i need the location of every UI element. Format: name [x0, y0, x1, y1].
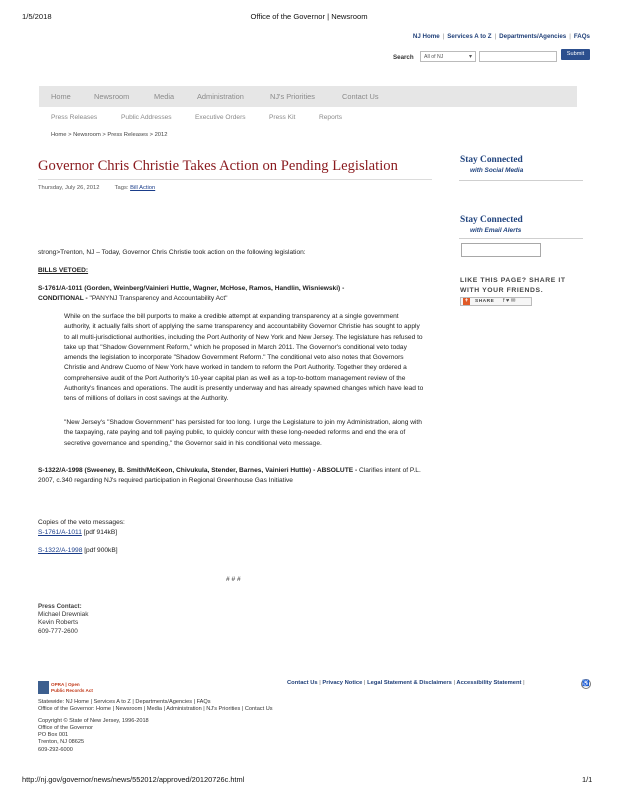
- footer-office-links[interactable]: Office of the Governor: Home | Newsroom | Media | Administration | NJ's Priorities | Contact Us: [38, 706, 273, 712]
- search-input[interactable]: [479, 51, 557, 62]
- footer-statewide[interactable]: Statewide: NJ Home | Services A to Z | Departments/Agencies | FAQs: [38, 699, 211, 705]
- chevron-down-icon: ▾: [468, 54, 472, 60]
- bill-1-desc: "PANYNJ Transparency and Accountability Act": [89, 295, 228, 303]
- bill-1-quote: "New Jersey's "Shadow Government" has persisted for too long. I urge the Legislature to join my Administration, along with the taxpaying, rate paying and toll paying public, to quickly concur with these long-needed reforms and end the era of secretive governance and spending," the Governor said in his conditional veto message.: [64, 419, 422, 447]
- contact-name: Michael Drewniak: [38, 611, 89, 618]
- subnav-executive-orders[interactable]: Executive Orders: [195, 114, 246, 121]
- stay-connected-social-title: Stay Connected: [460, 155, 523, 165]
- print-url: http://nj.gov/governor/news/news/552012/approved/20120726c.html: [22, 775, 245, 784]
- nav-contact[interactable]: Contact Us: [342, 92, 379, 101]
- nav-home[interactable]: Home: [51, 92, 71, 101]
- footer-link-legal[interactable]: Legal Statement & Disclaimers: [367, 680, 452, 686]
- footer-link-contact[interactable]: Contact Us: [287, 680, 318, 686]
- accessibility-icon[interactable]: ♿: [582, 681, 590, 687]
- footer-links: Contact Us | Privacy Notice | Legal Statement & Disclaimers | Accessibility Statement |: [287, 680, 525, 686]
- stay-connected-social-sub[interactable]: with Social Media: [470, 167, 524, 174]
- copy-1-link[interactable]: S-1761/A-1011: [38, 529, 82, 536]
- address-line: 609-292-6000: [38, 746, 73, 753]
- bills-vetoed-heading: BILLS VETOED:: [38, 267, 89, 274]
- copy-2-link[interactable]: S-1322/A-1998: [38, 547, 83, 554]
- share-prompt-line: WITH YOUR FRIENDS.: [460, 287, 544, 294]
- stay-connected-email-sub[interactable]: with Email Alerts: [470, 227, 522, 234]
- top-link-faqs[interactable]: FAQs: [573, 33, 590, 40]
- title-divider: [38, 179, 432, 180]
- bill-1-status: CONDITIONAL -: [38, 295, 90, 303]
- search-submit-button[interactable]: Submit: [561, 49, 590, 60]
- article-intro: strong>Trenton, NJ – Today, Governor Chris Christie took action on the following legislation:: [38, 249, 306, 256]
- address-line: Trenton, NJ 08625: [38, 739, 85, 746]
- breadcrumb[interactable]: Home > Newsroom > Press Releases > 2012: [51, 132, 168, 138]
- subnav-press-releases[interactable]: Press Releases: [51, 114, 98, 121]
- social-icons: f ♥ ✉: [503, 298, 516, 304]
- subnav-reports[interactable]: Reports: [319, 114, 343, 121]
- print-date: 1/5/2018: [22, 12, 52, 21]
- nav-newsroom[interactable]: Newsroom: [94, 92, 130, 101]
- bill-2-desc: Clarifies intent of P.L. 2007, c.340 regarding NJ's required participation in Regional Greenhouse Gas Initiative: [38, 467, 421, 485]
- address-line: PO Box 001: [38, 732, 69, 739]
- share-label: SHARE: [475, 299, 495, 304]
- bill-1-summary: [38, 284, 438, 305]
- press-contacts: [38, 611, 88, 636]
- bill-1-paragraph: While on the surface the bill purports to make a credible attempt at expanding transparency at a single government authority, it actually falls short of applying the same transparency and accountability Governor Christie has sought to apply to all multi-jurisdictional authorities, including the Port Authority of New York and New Jersey. The legislature has refused to take up that "Shadow Government Reform," which he proposed in March 2011. The Governor's conditional veto today amends the legislation to incorporate "Shadow Government Reform." The conditional veto also notes that Governors Christie and Andrew Cuomo of New York have worked in tandem to reform the Port Authority. Together they ordered a comprehensive audit of the Port Authority's 10-year capital plan as well as a top-to-bottom management review of the Authority's finances and operations. The audit is presently underway and has already spawned changes which have lead to tens of millions of dollars in cost savings at the Authority.: [64, 313, 424, 403]
- opra-line: Public Records Act: [51, 687, 93, 693]
- subnav-public-addresses[interactable]: Public Addresses: [121, 114, 172, 121]
- email-alert-input[interactable]: [461, 243, 541, 257]
- bill-1-head: S-1761/A-1011 (Gorden, Weinberg/Vainieri Huttle, Wagner, McHose, Ramos, Handlin, Wisniewski) -: [38, 285, 345, 292]
- bill-2-summary: [38, 466, 438, 487]
- footer-address: [38, 725, 93, 754]
- article-date: Thursday, July 26, 2012: [38, 185, 100, 191]
- footer-copyright: Copyright © State of New Jersey, 1996-2018: [38, 718, 149, 724]
- nav-media[interactable]: Media: [154, 92, 175, 101]
- sidebar-divider: [459, 180, 583, 181]
- footer-link-privacy[interactable]: Privacy Notice: [322, 680, 363, 686]
- subnav-press-kit[interactable]: Press Kit: [269, 114, 296, 121]
- opra-logo-text: [51, 682, 93, 693]
- copy-2-size: [pdf 900kB]: [82, 547, 118, 554]
- opra-logo[interactable]: [38, 679, 93, 696]
- end-mark: # # #: [226, 576, 241, 583]
- top-link-nj-home[interactable]: NJ Home: [412, 33, 440, 40]
- contact-name: Kevin Roberts: [38, 619, 79, 627]
- press-contact-label: Press Contact:: [38, 603, 82, 610]
- search-scope-select[interactable]: [420, 51, 476, 62]
- bill-2-head: S-1322/A-1998 (Sweeney, B. Smith/McKeon, Chivukula, Stender, Barnes, Vainieri Huttle) - ABSOLUTE -: [38, 467, 359, 474]
- top-link-services[interactable]: Services A to Z: [447, 33, 492, 40]
- address-line: Office of the Governor: [38, 725, 93, 731]
- copies-label: Copies of the veto messages:: [38, 519, 125, 526]
- stay-connected-email-title: Stay Connected: [460, 215, 523, 225]
- opra-line: OPRA | Open: [51, 682, 80, 687]
- sidebar-divider: [459, 238, 583, 239]
- print-page-number: 1/1: [582, 775, 593, 784]
- search-scope-value: All of NJ: [424, 54, 444, 60]
- share-prompt-line: LIKE THIS PAGE? SHARE IT: [460, 277, 566, 284]
- search-label: Search: [393, 54, 414, 61]
- nav-priorities[interactable]: NJ's Priorities: [270, 92, 315, 101]
- print-title: Office of the Governor | Newsroom: [250, 12, 368, 21]
- nav-administration[interactable]: Administration: [197, 92, 244, 101]
- plus-icon: +: [464, 298, 469, 304]
- page-title: Governor Chris Christie Takes Action on Pending Legislation: [38, 158, 398, 174]
- opra-logo-mark: [38, 681, 49, 694]
- article-meta: [38, 185, 155, 191]
- copy-1-line: [38, 528, 117, 538]
- tags-label: Tags:: [114, 185, 129, 191]
- copy-2-line: [38, 546, 118, 556]
- top-link-departments[interactable]: Departments/Agencies: [499, 33, 567, 40]
- share-prompt: [460, 276, 566, 296]
- share-button[interactable]: [460, 297, 532, 306]
- copy-1-size: [pdf 914kB]: [81, 529, 118, 536]
- tag-link-bill-action[interactable]: Bill Action: [130, 185, 156, 191]
- footer-link-accessibility[interactable]: Accessibility Statement: [456, 680, 522, 686]
- top-links: NJ Home | Services A to Z | Departments/Agencies | FAQs: [412, 33, 590, 40]
- contact-phone: 609-777-2600: [38, 627, 78, 635]
